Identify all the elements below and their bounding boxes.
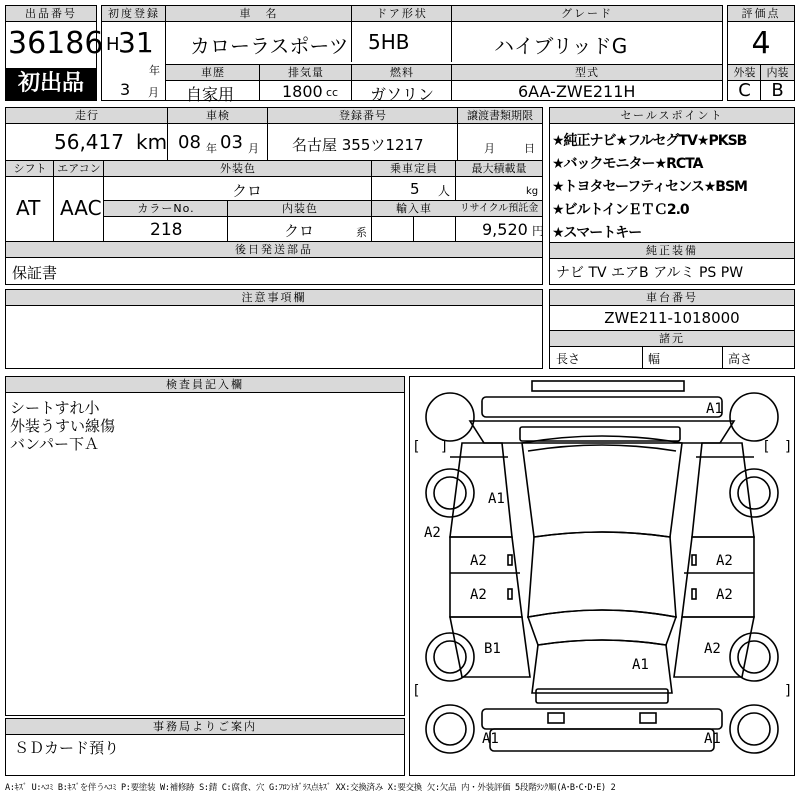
inspector-label: 検査員記入欄: [6, 377, 404, 393]
damage-code-7: A2: [716, 587, 733, 603]
exterior-grade: C: [738, 80, 751, 101]
mileage-label: 走行: [6, 108, 168, 123]
notes-box: [5, 289, 543, 369]
capacity-label: 乗車定員: [372, 161, 456, 176]
car-name-label: 車 名: [166, 6, 352, 22]
sales-point-5: ★スマートキー: [552, 225, 642, 241]
shift: AT: [16, 196, 41, 220]
door-type: 5HB: [368, 30, 410, 54]
legend: A:ｷｽﾞ U:ﾍｺﾐ B:ｷｽﾞを伴うﾍｺﾐ P:要塗装 W:補修跡 S:錆 C:腐食、穴 G:ﾌﾛﾝﾄｶﾞﾗｽ点ｷｽﾞ XX:交換済み X:要交換 欠:欠品 内・外装評価 5段階ﾗﾝｸ順(A･B･C･D･E) 2: [5, 783, 616, 793]
damage-code-8: B1: [484, 641, 501, 657]
displacement-label: 排気量: [260, 65, 352, 80]
load-label: 最大積載量: [456, 161, 542, 176]
ac-label: エアコン: [54, 161, 104, 176]
damage-code-11: A1: [482, 731, 499, 747]
inspector-line-1: シートすれ小: [10, 399, 100, 417]
transfer-day-unit: 日: [524, 142, 535, 155]
plate: 名古屋 355ツ1217: [292, 136, 424, 154]
sales-point-3: ★トヨタセーフティセンス★BSM: [552, 179, 747, 195]
shift-label: シフト: [6, 161, 54, 176]
bracket-left-1: [: [412, 439, 421, 455]
office-label: 事務局よりご案内: [6, 719, 404, 735]
first-reg-year: 31: [118, 26, 154, 59]
bracket-left-2: [: [762, 439, 771, 455]
recycle-unit: 円: [532, 224, 545, 238]
lot-number-label: 出品番号: [6, 6, 96, 22]
sales-point-2: ★バックモニター★RCTA: [552, 156, 703, 172]
car-name: カローラスポーツ: [190, 34, 349, 58]
door-label: ドア形状: [352, 6, 452, 22]
later-parts-value: 保証書: [12, 264, 58, 282]
chassis-label: 車台番号: [550, 290, 794, 306]
import-label: 輸入車: [372, 201, 456, 216]
sales-point-4: ★ビルトインＥＴＣ2.0: [552, 202, 689, 218]
transfer-label: 譲渡書類期限: [458, 108, 542, 123]
inspection-month: 03: [220, 132, 243, 153]
damage-code-9: A1: [632, 657, 649, 673]
interior-color-unit: 系: [356, 226, 367, 239]
load-unit: kg: [526, 186, 539, 197]
first-reg-month: 3: [120, 80, 131, 99]
era: H: [106, 34, 120, 55]
damage-code-6: A2: [470, 587, 487, 603]
inspection-month-unit: 月: [248, 142, 259, 155]
equipment-label: 純正装備: [550, 243, 794, 259]
sales-points-label: セールスポイント: [550, 108, 794, 124]
damage-code-4: A2: [470, 553, 487, 569]
damage-code-3: A2: [424, 525, 441, 541]
ac: AAC: [60, 196, 102, 220]
color: クロ: [232, 182, 263, 200]
equipment-value: ナビ TV エアB アルミ PS PW: [556, 265, 744, 281]
spec-width: 幅: [648, 352, 661, 366]
color-no: 218: [150, 220, 183, 240]
exterior-label: 外装: [728, 65, 761, 80]
model-label: 型式: [452, 65, 722, 80]
mileage: 56,417: [54, 130, 124, 154]
damage-code-10: A2: [704, 641, 721, 657]
fuel-label: 燃料: [352, 65, 452, 80]
first-listing-badge: 初出品: [6, 68, 96, 100]
history: 自家用: [186, 85, 235, 104]
bracket-left-3: [: [412, 683, 421, 699]
chassis-box: [549, 289, 795, 369]
score: 4: [751, 26, 771, 61]
specs-label: 諸元: [550, 331, 794, 347]
sales-point-1: ★純正ナビ★フルセグTV★PKSB: [552, 133, 747, 149]
inspector-box: [5, 376, 405, 716]
interior-color: クロ: [284, 222, 315, 240]
inspector-line-3: バンパー下Ａ: [10, 435, 99, 453]
recycle-label: リサイクル預託金: [456, 201, 542, 216]
damage-code-1: A1: [706, 401, 723, 417]
notes-label: 注意事項欄: [6, 290, 542, 306]
year-unit: 年: [149, 64, 160, 77]
history-label: 車歴: [166, 65, 260, 80]
bracket-right-2: ]: [784, 439, 793, 455]
score-box: [727, 5, 795, 101]
damage-diagram: [409, 376, 795, 776]
transfer-month-unit: 月: [484, 142, 495, 155]
bracket-right-1: ]: [440, 439, 449, 455]
first-reg-label: 初度登録: [102, 6, 166, 22]
spec-length: 長さ: [556, 352, 581, 366]
damage-code-2: A1: [488, 491, 505, 507]
plate-label: 登録番号: [268, 108, 458, 123]
later-parts-box: [5, 241, 543, 285]
recycle: 9,520: [482, 220, 528, 239]
grade: ハイブリッドG: [494, 34, 628, 58]
interior-label: 内装: [761, 65, 794, 80]
interior-color-label: 内装色: [228, 201, 372, 216]
displacement-unit: cc: [326, 86, 339, 99]
car-outline-diagram: [410, 377, 794, 775]
score-label: 評価点: [728, 6, 794, 22]
capacity-unit: 人: [438, 184, 451, 198]
damage-code-12: A1: [704, 731, 721, 747]
sales-points-box: [549, 107, 795, 285]
details-box: [5, 107, 543, 243]
inspection-label: 車検: [168, 108, 268, 123]
inspection-year: 08: [178, 132, 201, 153]
lot-number-box: [5, 5, 104, 101]
office-box: [5, 718, 405, 776]
model: 6AA-ZWE211H: [518, 82, 636, 101]
color-no-label: カラーNo.: [104, 201, 228, 216]
bracket-right-3: ]: [784, 683, 793, 699]
mileage-unit: km: [136, 130, 168, 154]
month-unit: 月: [148, 86, 159, 99]
displacement: 1800: [282, 82, 323, 101]
later-parts-label: 後日発送部品: [6, 242, 542, 258]
vehicle-header-box: [101, 5, 723, 104]
color-label: 外装色: [104, 161, 372, 176]
fuel: ガソリン: [370, 85, 435, 104]
capacity: 5: [410, 180, 420, 198]
office-value: ＳＤカード預り: [14, 739, 120, 757]
chassis-number: ZWE211-1018000: [604, 309, 740, 327]
lot-number: 36186: [8, 26, 104, 61]
grade-label: グレード: [452, 6, 722, 22]
spec-height: 高さ: [728, 352, 753, 366]
inspection-year-unit: 年: [206, 142, 217, 155]
inspector-line-2: 外装うすい線傷: [10, 417, 116, 435]
interior-grade: B: [771, 80, 784, 101]
damage-code-5: A2: [716, 553, 733, 569]
